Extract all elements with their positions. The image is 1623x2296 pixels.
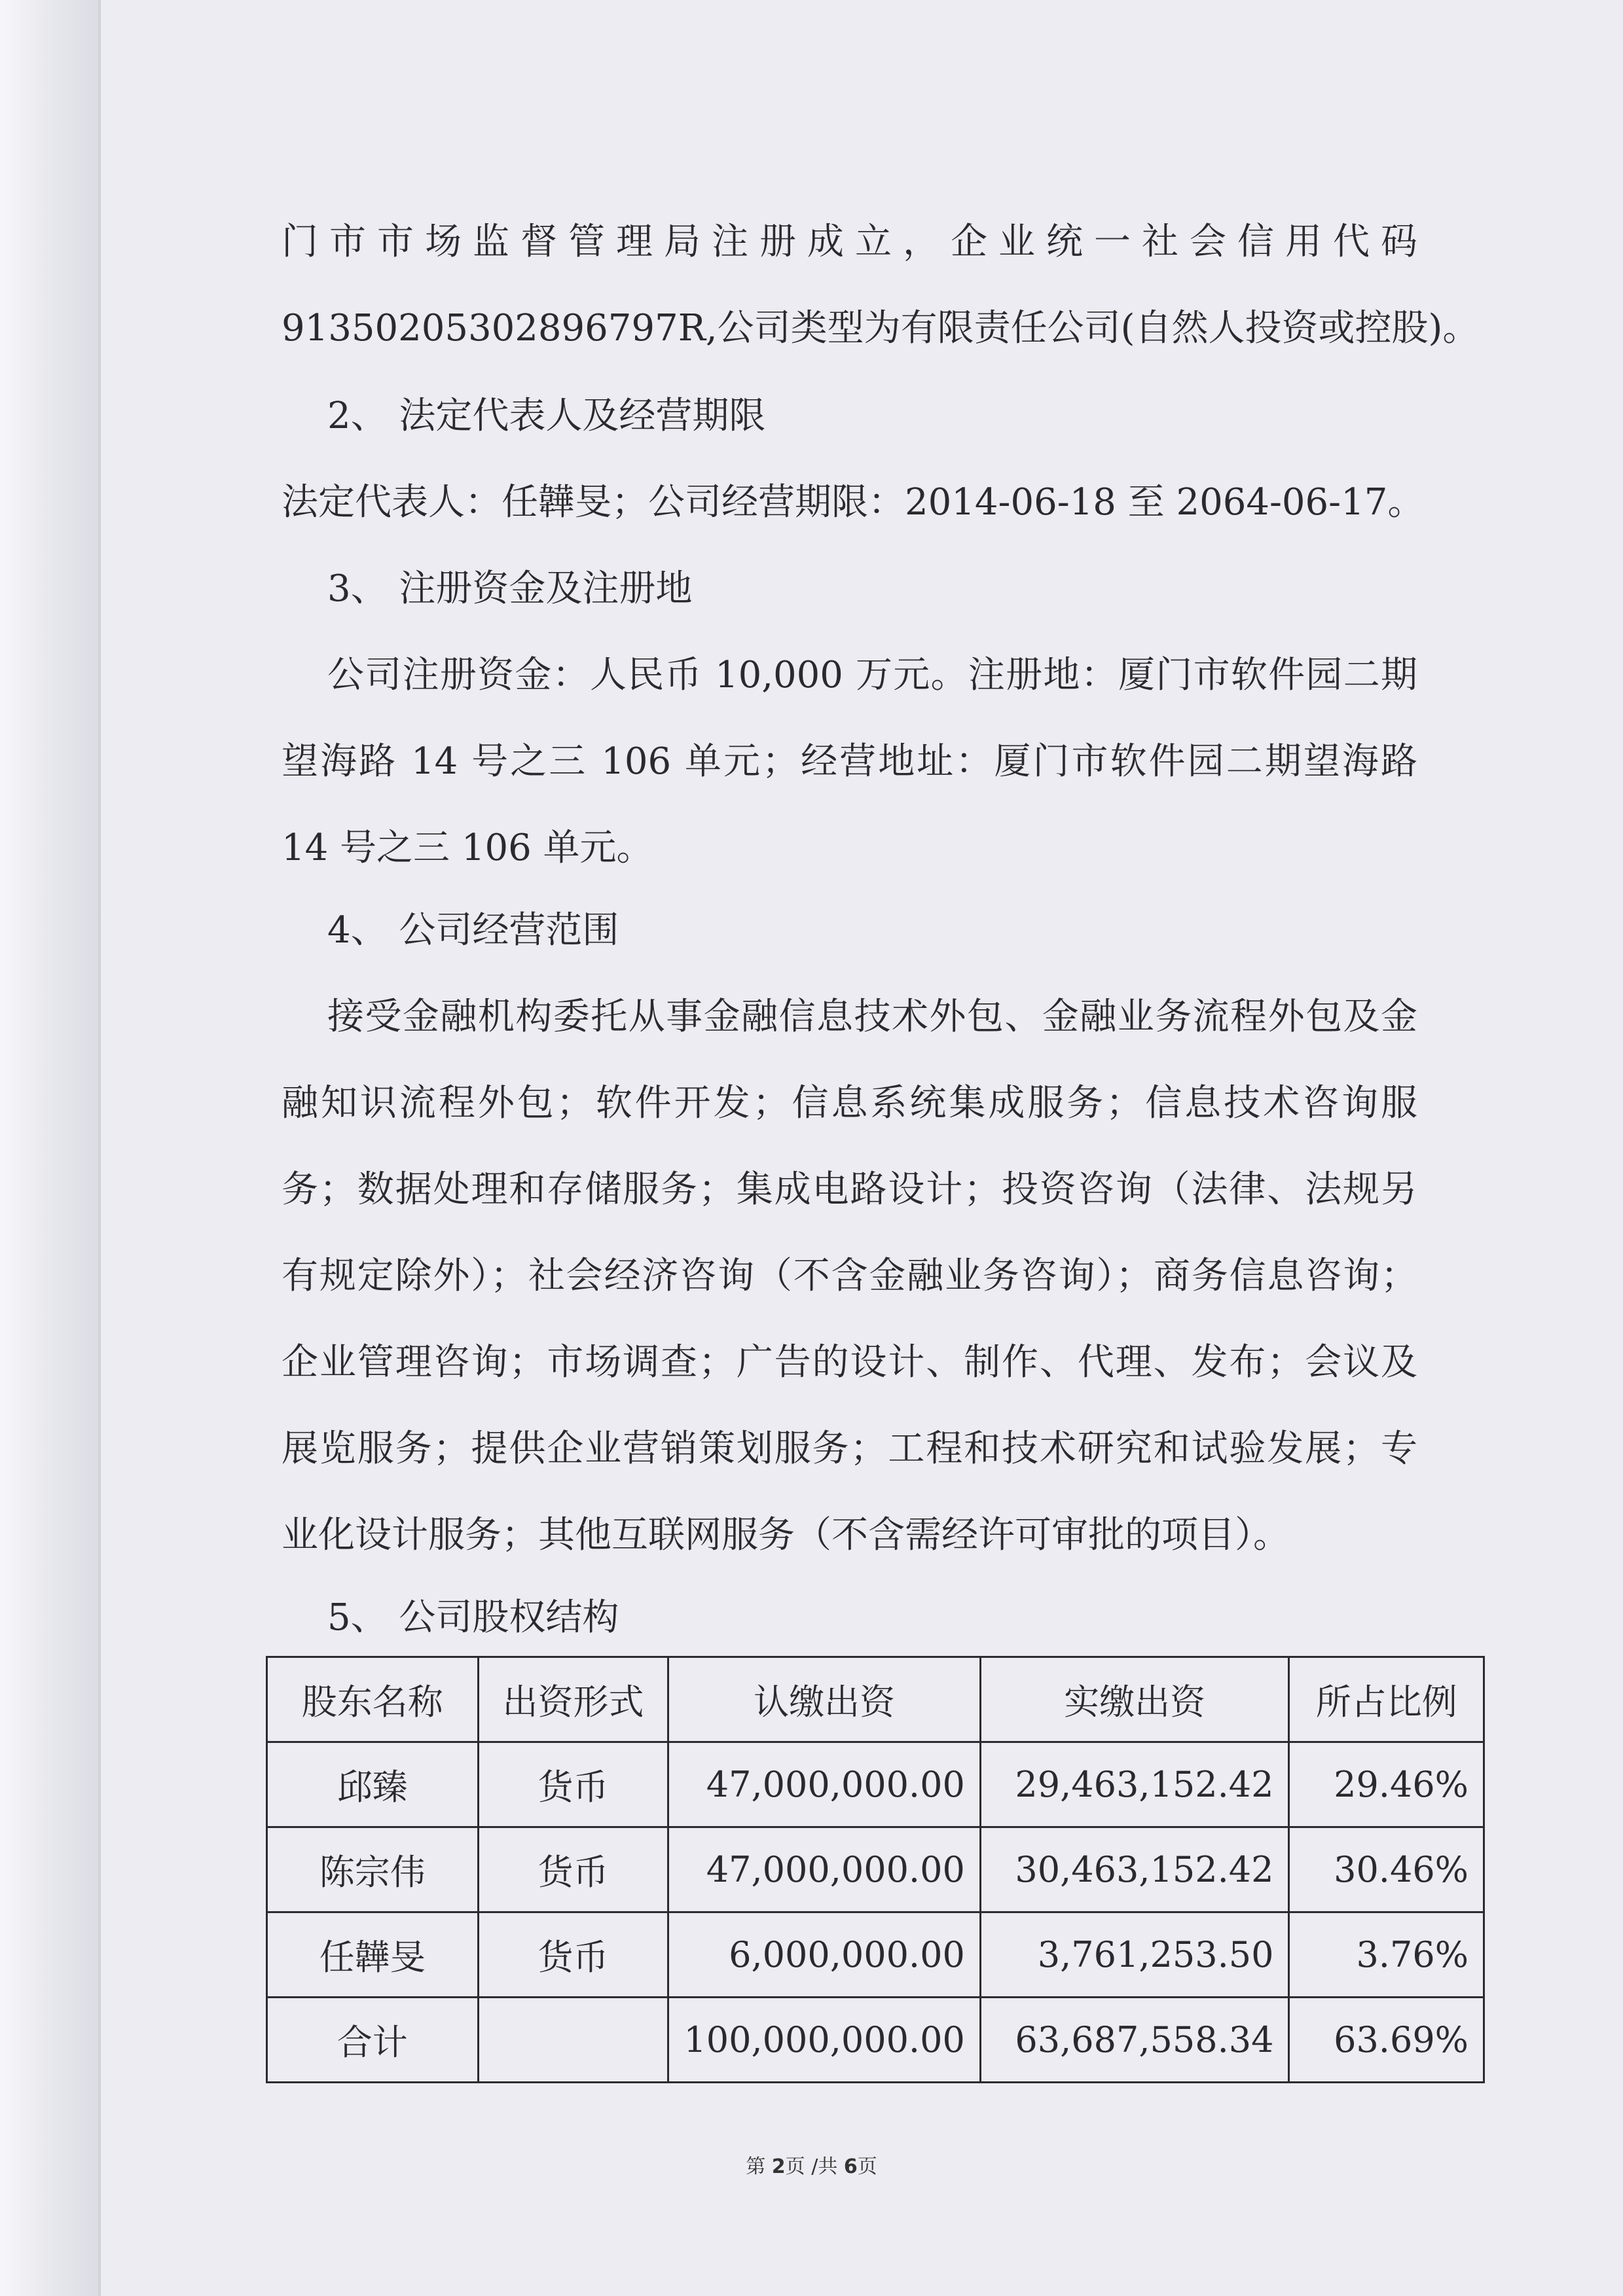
cell-name: 邱臻 — [267, 1742, 479, 1827]
table-row — [267, 1742, 1484, 1827]
table-header-row — [267, 1657, 1484, 1742]
equity-table — [266, 1656, 1485, 2083]
cell-paid: 30,463,152.42 — [980, 1827, 1289, 1912]
cell-name: 任韡旻 — [267, 1912, 479, 1998]
document-body — [282, 216, 1480, 1644]
cell-ratio-total: 63.69% — [1289, 1998, 1484, 2083]
cell-subscribed-total: 100,000,000.00 — [668, 1998, 980, 2083]
cell-paid-total: 63,687,558.34 — [980, 1998, 1289, 2083]
footer-suffix: 页 — [857, 2155, 877, 2178]
cell-subscribed: 47,000,000.00 — [668, 1742, 980, 1827]
paragraph-1-line-1: 门市市场监督管理局注册成立，企业统一社会信用代码 — [282, 221, 1417, 263]
header-subscribed-capital: 认缴出资 — [668, 1657, 980, 1742]
footer-page-number: 2 — [771, 2155, 786, 2178]
header-shareholder-name: 股东名称 — [267, 1657, 479, 1742]
cell-form: 货币 — [478, 1742, 668, 1827]
paragraph-1-line-2: 91350205302896797R,公司类型为有限责任公司(自然人投资或控股)。 — [282, 307, 1480, 350]
heading-legal-representative: 2、 法定代表人及经营期限 — [327, 395, 766, 437]
heading-business-scope: 4、 公司经营范围 — [327, 909, 619, 952]
footer-prefix: 第 — [746, 2155, 766, 2178]
cell-paid: 3,761,253.50 — [980, 1912, 1289, 1998]
header-paid-capital: 实缴出资 — [980, 1657, 1289, 1742]
footer-middle: 页 /共 — [785, 2155, 838, 2178]
table-total-row — [267, 1998, 1484, 2083]
page-footer — [0, 2150, 1623, 2179]
scan-edge — [0, 0, 98, 2296]
table-row — [267, 1827, 1484, 1912]
cell-form: 货币 — [478, 1912, 668, 1998]
footer-total-pages: 6 — [843, 2155, 858, 2178]
paragraph-legal-representative: 法定代表人：任韡旻；公司经营期限：2014-06-18 至 2064-06-17。 — [282, 481, 1425, 524]
header-share-ratio: 所占比例 — [1289, 1657, 1484, 1742]
paragraph-business-scope: 接受金融机构委托从事金融信息技术外包、金融业务流程外包及金融知识流程外包；软件开发；信息系统集成服务；信息技术咨询服务；数据处理和存储服务；集成电路设计；投资咨询（法律、法规另有规定除外）；社会经济咨询（不含金融业务咨询）；商务信息咨询；企业管理咨询；市场调查；广告的设计、制作、代理、发布；会议及展览服务；提供企业营销策划服务；工程和技术研究和试验发展；专业化设计服务；其他互联网服务（不含需经许可审批的项目）。 — [282, 996, 1417, 1556]
cell-form — [478, 1998, 668, 2083]
cell-paid: 29,463,152.42 — [980, 1742, 1289, 1827]
cell-form: 货币 — [478, 1827, 668, 1912]
cell-subscribed: 47,000,000.00 — [668, 1827, 980, 1912]
cell-subscribed: 6,000,000.00 — [668, 1912, 980, 1998]
table-row — [267, 1912, 1484, 1998]
header-contribution-form: 出资形式 — [478, 1657, 668, 1742]
cell-name: 陈宗伟 — [267, 1827, 479, 1912]
cell-total-label: 合计 — [267, 1998, 479, 2083]
paragraph-registered-capital: 公司注册资金：人民币 10,000 万元。注册地：厦门市软件园二期望海路 14 号之三 106 单元；经营地址：厦门市软件园二期望海路 14 号之三 106 单元。 — [282, 654, 1417, 869]
heading-registered-capital: 3、 注册资金及注册地 — [327, 567, 693, 610]
cell-ratio: 29.46% — [1289, 1742, 1484, 1827]
cell-ratio: 3.76% — [1289, 1912, 1484, 1998]
cell-ratio: 30.46% — [1289, 1827, 1484, 1912]
heading-equity-structure: 5、 公司股权结构 — [327, 1596, 619, 1639]
